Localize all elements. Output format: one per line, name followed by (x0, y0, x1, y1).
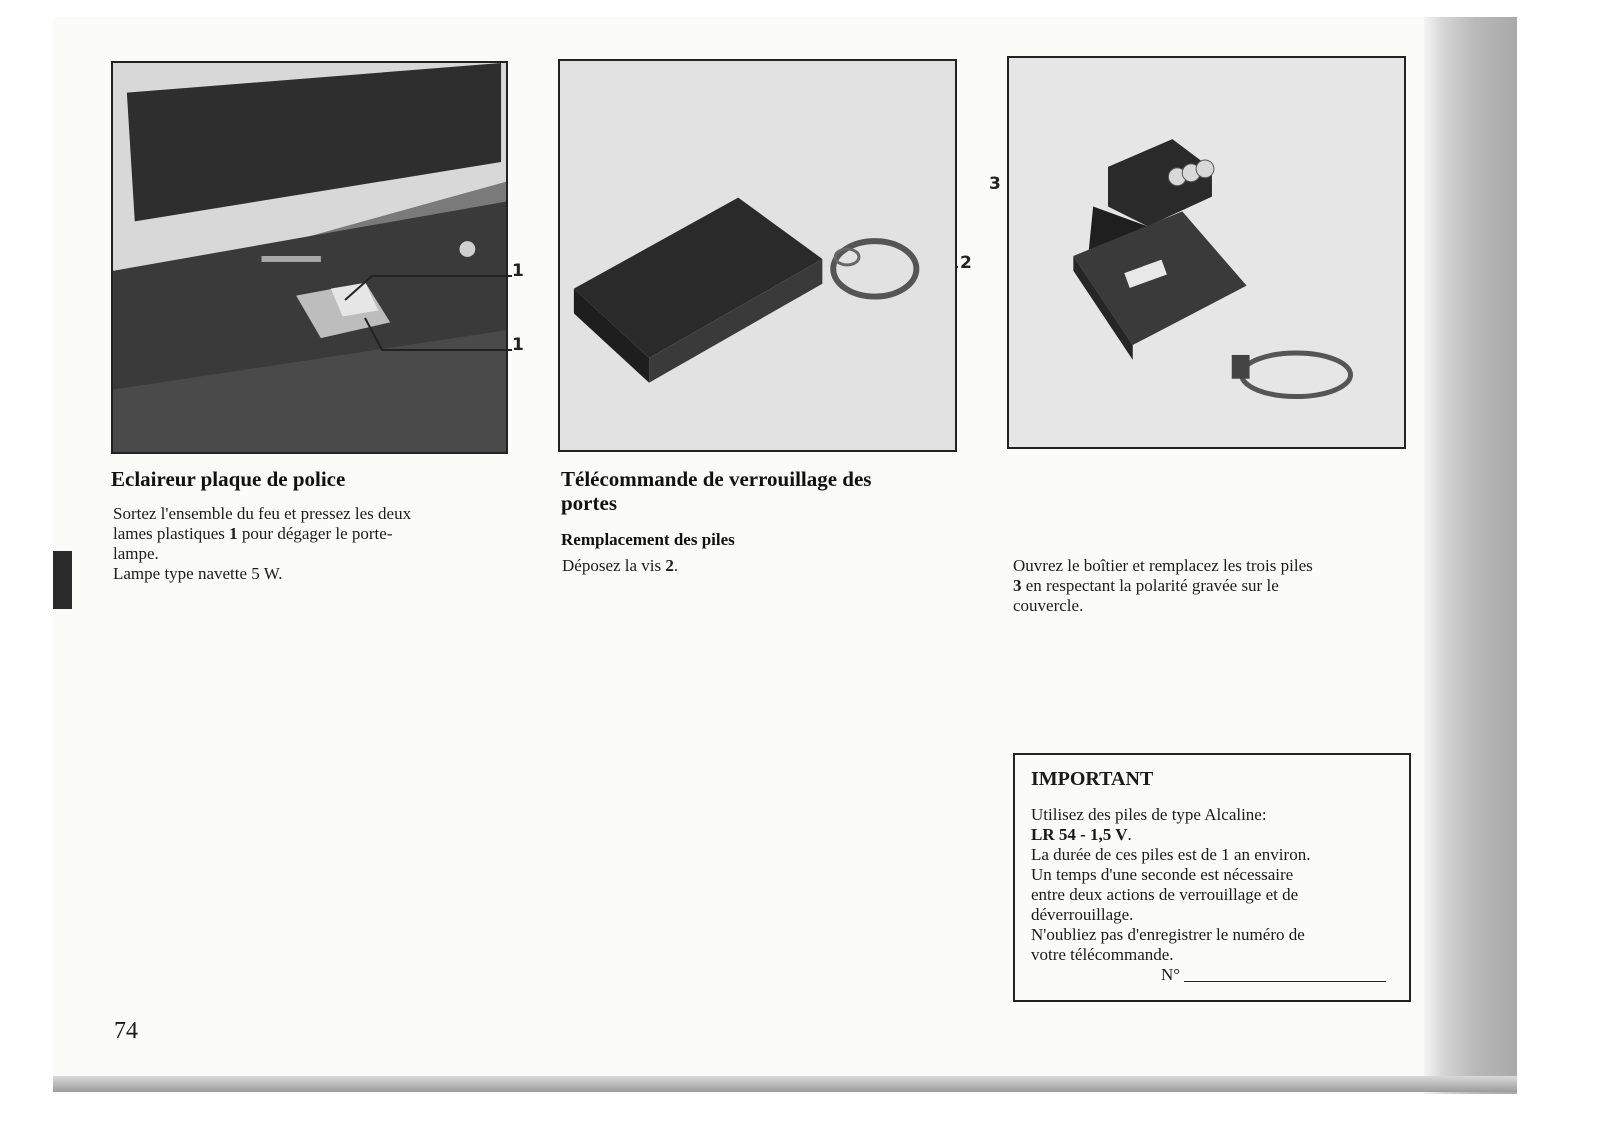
battery-type: LR 54 - 1,5 V (1031, 825, 1128, 844)
page-bottom-edge (53, 1076, 1517, 1092)
book-gutter-shadow (1424, 17, 1517, 1094)
text-fragment: lames plastiques (113, 524, 230, 543)
opened-remote-batteries-photo (1007, 56, 1406, 449)
part-number: 2 (665, 556, 674, 575)
battery-type-line (1031, 825, 1395, 845)
callout-number-3: 3 (989, 174, 1001, 194)
callout-number-1-top: 1 (512, 261, 524, 281)
text-fragment: Déposez la vis (562, 556, 666, 575)
callout-number-2: 2 (960, 253, 972, 273)
text-fragment: . (673, 556, 679, 575)
text-line: Lampe type navette 5 W. (113, 564, 283, 583)
license-plate-lamp-photo (111, 61, 508, 454)
part-number: 1 (229, 524, 238, 543)
text-fragment: . (1127, 825, 1132, 844)
section-tab-marker (53, 551, 72, 609)
heading-line: Télécommande de verrouillage des (561, 467, 872, 491)
text-line (562, 556, 956, 576)
license-lamp-heading: Eclaireur plaque de police (111, 467, 346, 491)
text-fragment: pour dégager le porte- (237, 524, 393, 543)
heading-line: portes (561, 491, 617, 515)
remote-number-field (1031, 965, 1395, 985)
remote-control-photo (558, 59, 957, 452)
text-line: Utilisez des piles de type Alcaline: (1031, 805, 1267, 824)
important-notice-box (1013, 753, 1411, 1002)
important-heading: IMPORTANT (1031, 768, 1154, 790)
text-line: déverrouillage. (1031, 905, 1134, 924)
callout-number-1-bottom: 1 (512, 335, 524, 355)
text-line: Sortez l'ensemble du feu et pressez les deux (113, 504, 412, 523)
text-line: lampe. (113, 544, 159, 563)
remote-instructions (562, 556, 956, 576)
text-line: votre télécommande. (1031, 945, 1174, 964)
text-line: entre deux actions de verrouillage et de (1031, 885, 1299, 904)
text-line: N'oubliez pas d'enregistrer le numéro de (1031, 925, 1305, 944)
number-label: N° (1161, 965, 1181, 984)
text-line: Un temps d'une seconde est nécessaire (1031, 865, 1294, 884)
battery-replacement-subheading: Remplacement des piles (561, 530, 735, 549)
number-blank-line (1184, 981, 1386, 982)
battery-instructions (1013, 556, 1411, 616)
page-number: 74 (114, 1018, 138, 1044)
part-number: 3 (1013, 576, 1022, 595)
text-line: La durée de ces piles est de 1 an environ. (1031, 845, 1311, 864)
text-fragment: en respectant la polarité gravée sur le (1021, 576, 1279, 595)
text-line (1013, 576, 1411, 596)
remote-heading (561, 467, 871, 515)
license-lamp-instructions (113, 504, 507, 584)
text-line: couvercle. (1013, 596, 1084, 615)
text-line (113, 524, 507, 544)
text-line: Ouvrez le boîtier et remplacez les trois piles (1013, 556, 1313, 575)
